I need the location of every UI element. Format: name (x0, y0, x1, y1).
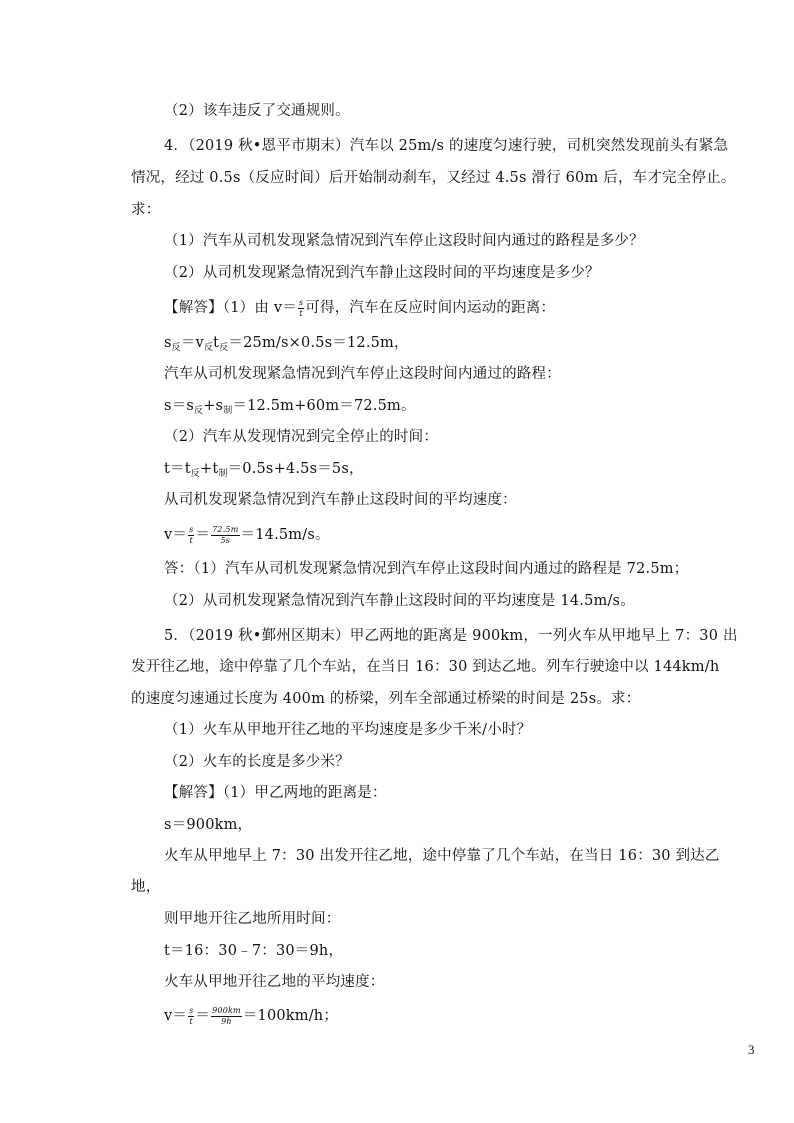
fraction (298, 299, 304, 318)
text-line: 求： (131, 202, 161, 218)
eq-part: ＝0.5s+4.5s＝5s， (227, 461, 364, 477)
eq-subscript: 反 (190, 469, 200, 479)
fraction-denominator: 9h (221, 1016, 232, 1026)
eq-part: t (213, 335, 220, 351)
answer-suffix: 可得，汽车在反应时间内运动的距离： (305, 300, 556, 316)
eq-part: s (164, 335, 172, 351)
eq-part: v＝ (164, 527, 188, 543)
text-line: 火车从甲地开往乙地的平均速度： (164, 974, 385, 990)
fraction-denominator: t (299, 308, 303, 318)
text-line: 的速度匀速通过长度为 400m 的桥梁，列车全部通过桥梁的时间是 25s。求： (131, 691, 641, 707)
fraction (211, 1007, 242, 1026)
text-line: 发开往乙地，途中停靠了几个车站，在当日 16：30 到达乙地。列车行驶途中以 144km/h (131, 659, 720, 675)
equation-line (164, 525, 330, 545)
answer-line (164, 298, 555, 318)
eq-part: ＝100km/h； (242, 1008, 339, 1024)
fraction-denominator: t (189, 1016, 193, 1026)
eq-subscript: 反 (203, 343, 214, 353)
eq-part: +s (203, 398, 224, 414)
eq-part: ＝14.5m/s。 (240, 527, 330, 543)
text-line: 火车从甲地早上 7：30 出发开往乙地，途中停靠了几个车站，在当日 16：30 到达乙 (164, 848, 720, 864)
text-line: s＝900km， (164, 817, 253, 833)
eq-part: ＝25m/s×0.5s＝12.5m， (228, 335, 409, 351)
text-line: （2）从司机发现紧急情况到汽车静止这段时间的平均速度是多少？ (164, 265, 600, 281)
eq-subscript: 反 (219, 343, 229, 353)
text-line: （2）火车的长度是多少米？ (164, 754, 350, 770)
text-line: 【解答】（1）甲乙两地的距离是： (164, 785, 387, 801)
text-line: （1）汽车从司机发现紧急情况到汽车停止这段时间内通过的路程是多少？ (164, 233, 644, 249)
text-line: （1）火车从甲地开往乙地的平均速度是多少千米/小时？ (164, 722, 532, 738)
answer-prefix: 【解答】（1）由 v＝ (164, 300, 297, 316)
eq-part: ＝ (195, 527, 211, 543)
eq-part: s＝s (164, 398, 194, 414)
fraction (211, 526, 239, 545)
eq-part: +t (199, 461, 219, 477)
equation-line (164, 459, 364, 484)
text-line: 4．（2019 秋•恩平市期末）汽车以 25m/s 的速度匀速行驶，司机突然发现前头有紧急 (164, 138, 729, 154)
text-line: 情况，经过 0.5s（反应时间）后开始制动刹车，又经过 4.5s 滑行 60m 后，车才完全停止。 (131, 170, 736, 186)
fraction-numerator: s (189, 1005, 194, 1015)
eq-subscript: 制 (218, 469, 228, 479)
fraction-numerator: 900km (212, 1005, 241, 1015)
fraction (188, 526, 194, 545)
eq-subscript: 反 (171, 343, 181, 353)
fraction-numerator: 72.5m (212, 524, 239, 534)
text-line: 答：（1）汽车从司机发现紧急情况到汽车停止这段时间内通过的路程是 72.5m； (164, 561, 689, 577)
equation-line (164, 1006, 338, 1026)
fraction-numerator: s (189, 524, 194, 534)
text-line: 汽车从司机发现紧急情况到汽车停止这段时间内通过的路程： (164, 366, 561, 382)
eq-subscript: 制 (223, 406, 233, 416)
fraction-denominator: t (189, 535, 193, 545)
eq-part: t＝t (164, 461, 191, 477)
text-line: 从司机发现紧急情况到汽车静止这段时间的平均速度： (164, 492, 517, 508)
eq-part: v＝ (164, 1008, 188, 1024)
eq-subscript: 反 (193, 406, 204, 416)
eq-part: ＝ (195, 1008, 211, 1024)
fraction-denominator: 5s (220, 535, 231, 545)
fraction (188, 1007, 194, 1026)
eq-part: ＝12.5m+60m＝72.5m。 (232, 398, 416, 414)
page-number: 3 (748, 1042, 755, 1057)
equation-line (164, 396, 416, 421)
fraction-numerator: s (298, 297, 304, 307)
text-line: 地， (131, 879, 161, 895)
text-line: （2）汽车从发现情况到完全停止的时间： (164, 429, 439, 445)
text-line: 则甲地开往乙地所用时间： (164, 911, 341, 927)
text-line: t＝16：30﹣7：30＝9h， (164, 943, 344, 959)
text-line: （2）从司机发现紧急情况到汽车静止这段时间的平均速度是 14.5m/s。 (164, 593, 635, 609)
eq-part: ＝v (180, 335, 204, 351)
text-line: 5．（2019 秋•鄞州区期末）甲乙两地的距离是 900km，一列火车从甲地早上 7：30 出 (164, 628, 738, 644)
text-line: （2）该车违反了交通规则。 (164, 103, 350, 119)
equation-line (164, 333, 409, 358)
